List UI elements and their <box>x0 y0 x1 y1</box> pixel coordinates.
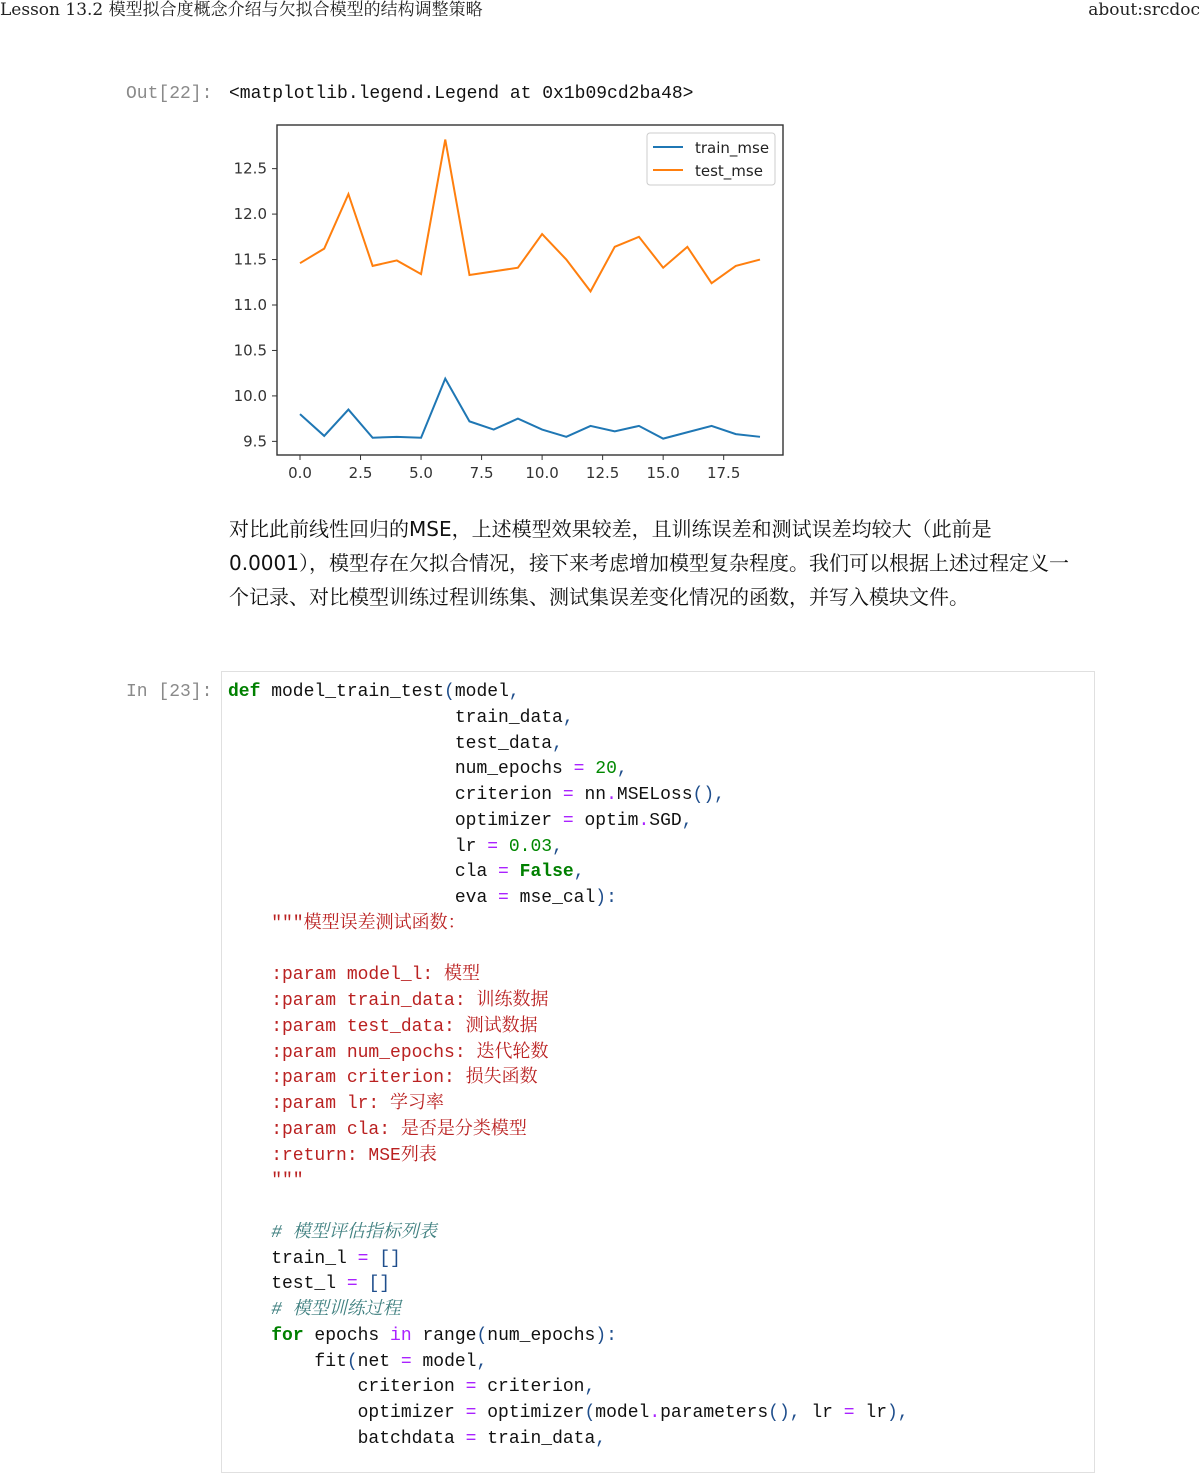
code-token: . <box>649 1403 661 1423</box>
code-token: , <box>552 733 563 754</box>
code-token: train_l <box>228 1248 358 1269</box>
mse-line-chart <box>220 115 800 490</box>
code-token: [] <box>379 1248 401 1269</box>
code-token: optim <box>573 810 639 831</box>
code-token: mse_cal <box>508 888 596 908</box>
x-tick-label: 12.5 <box>585 464 620 482</box>
input-prompt: In [23]: <box>126 682 213 702</box>
x-tick-label: 15.0 <box>646 464 680 482</box>
code-token: = <box>498 888 509 908</box>
code-token: (), <box>768 1403 812 1423</box>
code-token: criterion <box>228 1377 466 1398</box>
code-token: eva <box>228 888 499 908</box>
code-token: :param test_data: 测试数据 <box>228 1016 538 1037</box>
code-token: :param cla: 是否是分类模型 <box>228 1119 527 1140</box>
code-token: , <box>508 682 520 702</box>
code-line <box>228 1427 909 1453</box>
code-line <box>228 860 909 886</box>
code-token: = <box>357 1248 369 1269</box>
y-tick-label: 11.5 <box>233 250 267 269</box>
code-token: # 模型训练过程 <box>228 1300 401 1320</box>
code-token: def <box>228 682 261 702</box>
y-tick-label: 9.5 <box>243 432 267 451</box>
code-token: lr <box>811 1403 844 1423</box>
code-token: net <box>357 1351 401 1372</box>
code-line <box>228 1066 909 1092</box>
y-tick-label: 12.0 <box>233 205 267 224</box>
code-token: cla <box>228 862 499 883</box>
code-line <box>228 1015 909 1041</box>
code-token: model <box>454 682 509 702</box>
code-token: = <box>346 1274 358 1295</box>
output-prompt: Out[22]: <box>126 84 213 104</box>
x-tick-label: 17.5 <box>706 464 741 482</box>
code-line <box>228 1350 909 1376</box>
code-token: optimizer <box>476 1403 585 1423</box>
code-token: = <box>487 836 499 857</box>
code-token: , <box>552 836 563 857</box>
code-token: :return: MSE列表 <box>228 1145 437 1166</box>
code-token: :param num_epochs: 迭代轮数 <box>228 1042 549 1063</box>
code-token: , <box>595 1428 607 1449</box>
code-line <box>228 1118 909 1144</box>
code-token: optimizer <box>228 810 563 831</box>
y-tick-label: 11.0 <box>233 296 267 314</box>
code-token: , <box>476 1351 488 1372</box>
code-line <box>228 835 909 861</box>
code-token: , <box>573 862 585 883</box>
code-token: False <box>519 862 574 883</box>
code-token: fit <box>228 1351 347 1372</box>
code-token: model <box>595 1403 650 1423</box>
code-line <box>228 706 909 732</box>
code-token <box>584 759 595 779</box>
code-line <box>228 1324 909 1350</box>
code-token: criterion <box>228 785 563 805</box>
code-token: criterion <box>476 1377 585 1398</box>
code-token: train_data <box>228 707 563 728</box>
code-token: model <box>411 1351 477 1372</box>
code-token: ( <box>346 1351 358 1372</box>
code-line <box>228 1195 909 1221</box>
code-token: :param model_l: 模型 <box>228 965 481 986</box>
code-token <box>228 1326 271 1346</box>
code-editor[interactable] <box>228 680 909 1453</box>
code-token: range <box>411 1325 477 1346</box>
code-token: for <box>271 1325 304 1346</box>
code-line <box>228 989 909 1015</box>
code-token: , <box>562 707 574 728</box>
code-token: ( <box>476 1325 488 1346</box>
x-tick-label: 0.0 <box>288 464 312 482</box>
code-token: num_epochs <box>487 1325 596 1346</box>
code-token: model_train_test <box>260 682 445 702</box>
code-line <box>228 757 909 783</box>
code-token: , <box>681 810 693 831</box>
code-token: . <box>638 810 650 831</box>
code-token: = <box>465 1428 477 1449</box>
code-token: = <box>562 810 574 831</box>
code-token: num_epochs <box>228 759 574 780</box>
code-token: SGD <box>649 810 682 831</box>
code-token: ( <box>444 682 455 702</box>
code-line <box>228 1272 909 1298</box>
code-token: # 模型评估指标列表 <box>228 1222 437 1243</box>
code-token: = <box>498 862 509 883</box>
code-line <box>228 1092 909 1118</box>
x-tick-label: 7.5 <box>469 464 494 482</box>
code-line <box>228 1247 909 1273</box>
code-token: , <box>616 759 628 780</box>
y-tick-label: 12.5 <box>233 159 267 178</box>
code-token <box>368 1249 379 1269</box>
code-token <box>358 1274 369 1294</box>
code-token: :param train_data: 训练数据 <box>228 991 549 1011</box>
code-token: = <box>562 785 574 805</box>
code-token: parameters <box>660 1403 769 1423</box>
code-token: [] <box>368 1274 391 1295</box>
code-token: ( <box>584 1403 596 1423</box>
code-token: nn <box>573 785 607 805</box>
code-token: test_data <box>228 733 553 754</box>
page-url: about:srcdoc <box>1088 0 1200 20</box>
code-line <box>228 912 909 938</box>
code-line <box>228 680 909 706</box>
code-token: = <box>465 1403 477 1423</box>
markdown-cell: 对比此前线性回归的MSE，上述模型效果较差，且训练误差和测试误差均较大（此前是0.0001），模型存在欠拟合情况，接下来考虑增加模型复杂程度。我们可以根据上述过程定义一个记录、对比模型训练过程训练集、测试集误差变化情况的函数，并写入模块文件。 <box>229 517 1069 609</box>
code-line <box>228 783 909 809</box>
code-token: = <box>400 1351 412 1372</box>
code-token: ), <box>887 1403 909 1423</box>
code-token: , <box>584 1377 596 1398</box>
code-token: train_data <box>476 1428 596 1449</box>
legend-label: train_mse <box>695 139 770 157</box>
code-token: :param criterion: 损失函数 <box>228 1068 538 1089</box>
code-token: ): <box>595 1325 617 1346</box>
code-token <box>509 862 520 882</box>
page-title: Lesson 13.2 模型拟合度概念介绍与欠拟合模型的结构调整策略 <box>0 0 483 20</box>
code-token: optimizer <box>228 1403 466 1423</box>
code-line <box>228 938 909 964</box>
code-token: batchdata <box>228 1428 466 1449</box>
x-tick-label: 2.5 <box>348 464 373 482</box>
code-line <box>228 809 909 835</box>
code-token: ): <box>595 888 617 908</box>
code-token: 0.03 <box>508 836 553 857</box>
code-line <box>228 1221 909 1247</box>
code-token: MSELoss <box>616 785 693 805</box>
code-line <box>228 1041 909 1067</box>
legend-label: test_mse <box>695 162 763 180</box>
x-tick-label: 10.0 <box>525 464 559 482</box>
code-token: 20 <box>595 759 617 780</box>
y-tick-label: 10.5 <box>233 341 267 360</box>
code-token: in <box>390 1325 412 1346</box>
code-token: :param lr: 学习率 <box>228 1094 445 1114</box>
code-token: lr <box>854 1403 887 1423</box>
code-line <box>228 886 909 912</box>
code-token: (), <box>692 785 725 805</box>
code-token: test_l <box>228 1274 347 1295</box>
code-token: = <box>573 759 585 780</box>
code-token: lr <box>228 836 488 857</box>
y-tick-label: 10.0 <box>233 386 267 405</box>
code-token: epochs <box>303 1325 391 1346</box>
code-token <box>498 837 509 857</box>
code-line <box>228 1298 909 1324</box>
code-line <box>228 732 909 758</box>
code-line <box>228 1144 909 1170</box>
code-token: """ <box>228 1171 304 1192</box>
code-token: """模型误差测试函数： <box>228 913 466 934</box>
code-line <box>228 1169 909 1195</box>
code-line <box>228 963 909 989</box>
code-token: = <box>843 1403 855 1423</box>
code-token: = <box>465 1377 477 1398</box>
code-line <box>228 1375 909 1401</box>
code-line <box>228 1401 909 1427</box>
output-text: <matplotlib.legend.Legend at 0x1b09cd2ba48> <box>229 84 694 104</box>
code-token: . <box>606 785 617 805</box>
x-tick-label: 5.0 <box>409 464 433 482</box>
